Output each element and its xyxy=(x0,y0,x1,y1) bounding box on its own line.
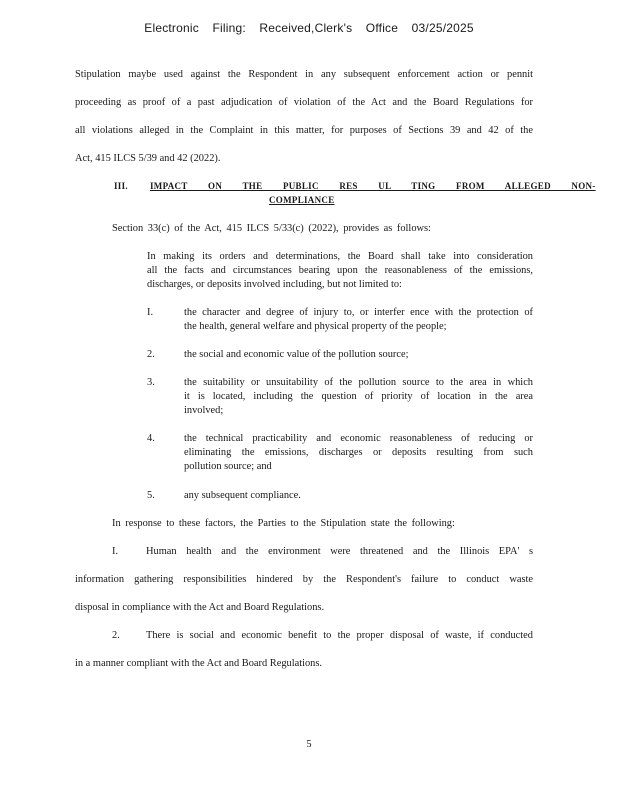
quote-line: discharges, or deposits involved including, but not limited to: xyxy=(147,279,402,290)
paragraph-line: in a manner compliant with the Act and Board Regulations. xyxy=(75,658,323,669)
factor-number: 3. xyxy=(147,377,155,388)
filing-header: Electronic Filing: Received,Clerk's Office 03/25/2025 xyxy=(144,21,474,35)
factor-number: 5. xyxy=(147,490,155,501)
paragraph-line: disposal in compliance with the Act and Board Regulations. xyxy=(75,602,325,613)
response-paragraph xyxy=(75,545,533,629)
response-paragraph xyxy=(75,629,533,685)
statute-quote xyxy=(147,250,533,292)
factor-line: the character and degree of injury to, or interfer ence with the protection of xyxy=(184,307,533,318)
response-first-line: There is social and economic benefit to the proper disposal of waste, if conducted xyxy=(146,630,533,641)
section-title-continued: COMPLIANCE xyxy=(269,195,335,205)
factor-line: the health, general welfare and physical property of the people; xyxy=(184,321,447,332)
paragraph-line: Stipulation maybe used against the Respondent in any subsequent enforcement action or pennit xyxy=(75,69,533,80)
section-intro: Section 33(c) of the Act, 415 ILCS 5/33(c) (2022), provides as follows: xyxy=(112,223,431,234)
intro-paragraph xyxy=(75,68,533,180)
factor-number: I. xyxy=(147,307,154,318)
factor-number: 4. xyxy=(147,433,155,444)
factor-number: 2. xyxy=(147,349,155,360)
quote-line: all the facts and circumstances bearing upon the reasonableness of the emissions, xyxy=(147,265,533,276)
section-title: IMPACT ON THE PUBLIC RES UL TING FROM ALLEGED NON- xyxy=(150,181,596,191)
paragraph-line: proceeding as proof of a past adjudication of violation of the Act and the Board Regulations for xyxy=(75,97,533,108)
factor-line: the suitability or unsuitability of the pollution source to the area in which xyxy=(184,377,533,388)
page-number: 5 xyxy=(306,739,312,750)
paragraph-line: information gathering responsibilities hindered by the Respondent's failure to conduct waste xyxy=(75,574,533,585)
factor-line: any subsequent compliance. xyxy=(184,490,301,501)
quote-line: In making its orders and determinations, the Board shall take into consideration xyxy=(147,251,533,262)
paragraph-line: all violations alleged in the Complaint in this matter, for purposes of Sections 39 and 42 of the xyxy=(75,125,533,136)
paragraph-line: Act, 415 ILCS 5/39 and 42 (2022). xyxy=(75,153,221,164)
factor-line: eliminating the emissions, discharges or deposits resulting from such xyxy=(184,447,533,458)
response-intro: In response to these factors, the Parties to the Stipulation state the following: xyxy=(112,518,455,529)
paragraph-line xyxy=(75,545,533,573)
response-number: 2. xyxy=(112,630,120,641)
response-first-line: Human health and the environment were threatened and the Illinois EPA' s xyxy=(146,546,533,557)
factor-line: pollution source; and xyxy=(184,461,272,472)
factor-line: involved; xyxy=(184,405,224,416)
section-number: III. xyxy=(114,181,128,191)
factor-line: the social and economic value of the pollution source; xyxy=(184,349,409,360)
factor-line: it is located, including the question of priority of location in the area xyxy=(184,391,533,402)
factor-line: the technical practicability and economic reasonableness of reducing or xyxy=(184,433,533,444)
paragraph-line xyxy=(75,629,533,657)
response-number: I. xyxy=(112,546,119,557)
